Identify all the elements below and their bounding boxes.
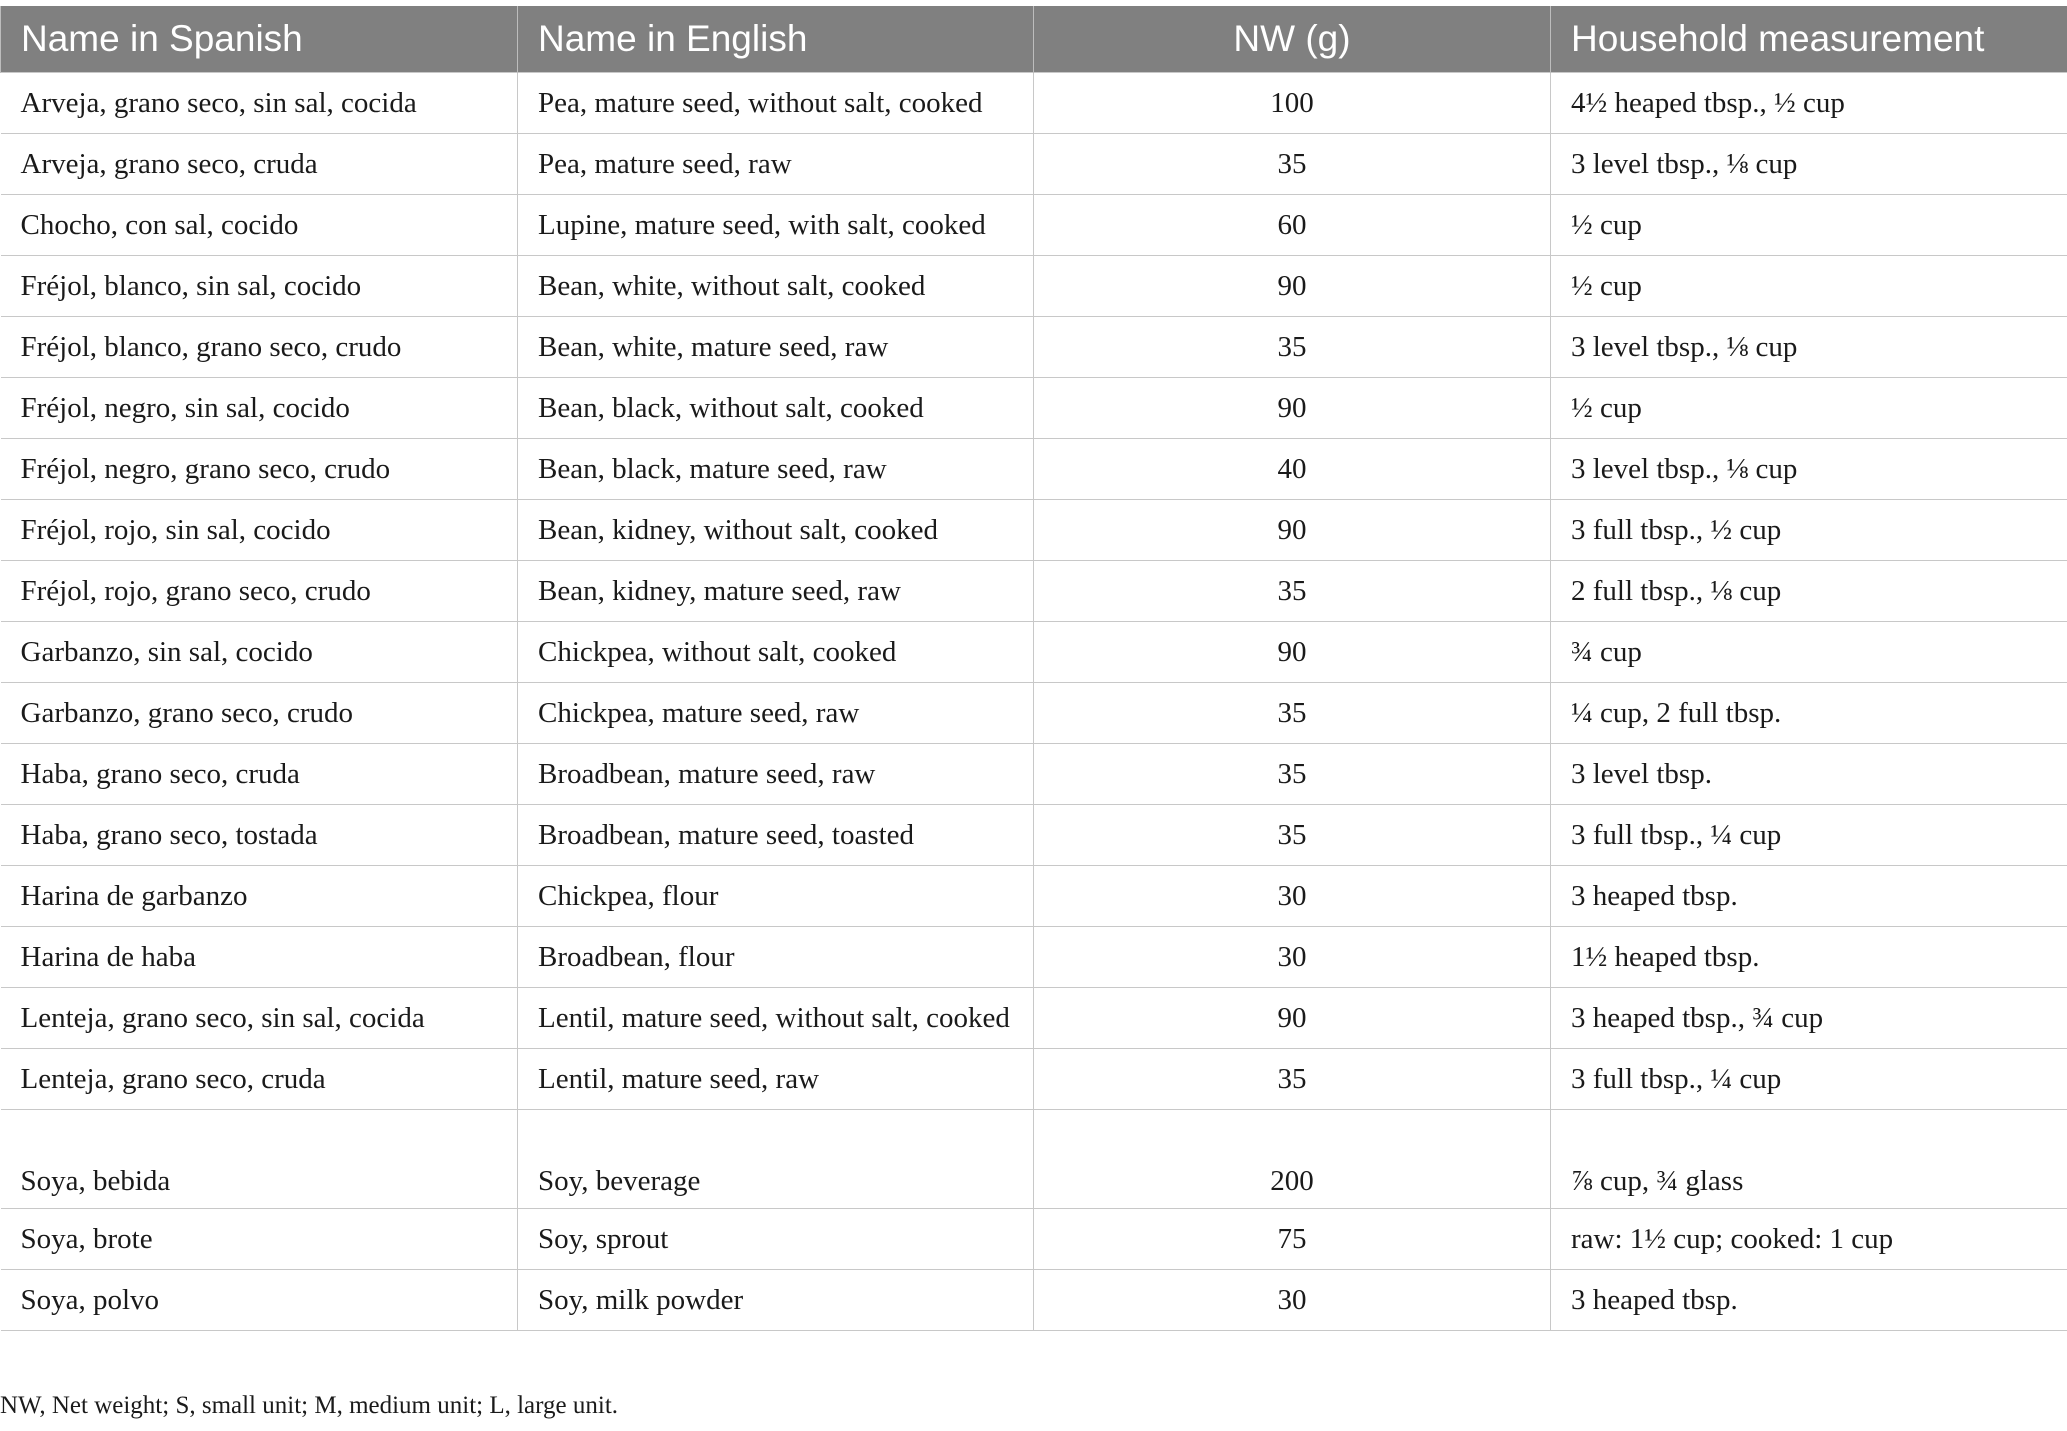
cell-net-weight: 35 [1034,744,1551,805]
cell-name-spanish: Fréjol, negro, sin sal, cocido [1,378,518,439]
cell-name-english: Chickpea, flour [518,866,1034,927]
cell-name-spanish: Fréjol, blanco, sin sal, cocido [1,256,518,317]
cell-net-weight: 30 [1034,927,1551,988]
table-row [1,927,2067,988]
cell-name-spanish: Fréjol, negro, grano seco, crudo [1,439,518,500]
cell-name-english: Bean, kidney, without salt, cooked [518,500,1034,561]
header-net-weight: NW (g) [1034,6,1551,73]
cell-net-weight: 200 [1034,1110,1551,1209]
cell-household-measurement: 3 heaped tbsp. [1551,1270,2067,1331]
cell-name-spanish: Fréjol, rojo, grano seco, crudo [1,561,518,622]
cell-name-english: Chickpea, without salt, cooked [518,622,1034,683]
cell-household-measurement: ½ cup [1551,256,2067,317]
cell-name-spanish: Haba, grano seco, tostada [1,805,518,866]
cell-household-measurement: ½ cup [1551,195,2067,256]
table-row [1,73,2067,134]
cell-name-english: Broadbean, mature seed, toasted [518,805,1034,866]
cell-net-weight: 90 [1034,622,1551,683]
cell-name-spanish: Arveja, grano seco, sin sal, cocida [1,73,518,134]
cell-household-measurement: 3 level tbsp., ⅛ cup [1551,317,2067,378]
table-row [1,988,2067,1049]
table-row [1,317,2067,378]
table-row [1,256,2067,317]
cell-name-english: Chickpea, mature seed, raw [518,683,1034,744]
header-name-spanish: Name in Spanish [1,6,518,73]
cell-name-english: Broadbean, flour [518,927,1034,988]
cell-net-weight: 35 [1034,317,1551,378]
cell-household-measurement: 3 level tbsp., ⅛ cup [1551,439,2067,500]
cell-net-weight: 30 [1034,1270,1551,1331]
cell-name-english: Bean, black, mature seed, raw [518,439,1034,500]
cell-net-weight: 90 [1034,256,1551,317]
table-row [1,1110,2067,1209]
cell-net-weight: 100 [1034,73,1551,134]
cell-household-measurement: 3 level tbsp. [1551,744,2067,805]
cell-net-weight: 35 [1034,561,1551,622]
table-row [1,561,2067,622]
cell-household-measurement: 3 heaped tbsp., ¾ cup [1551,988,2067,1049]
cell-name-english: Lentil, mature seed, without salt, cooked [518,988,1034,1049]
cell-name-english: Soy, beverage [518,1110,1034,1209]
cell-household-measurement: 3 full tbsp., ¼ cup [1551,805,2067,866]
data-table-container [0,6,2067,1331]
header-household-measurement: Household measurement [1551,6,2067,73]
table-row [1,1270,2067,1331]
table-row [1,805,2067,866]
cell-name-spanish: Garbanzo, grano seco, crudo [1,683,518,744]
cell-net-weight: 90 [1034,500,1551,561]
cell-name-spanish: Harina de haba [1,927,518,988]
table-row [1,1209,2067,1270]
cell-name-english: Pea, mature seed, raw [518,134,1034,195]
cell-name-spanish: Fréjol, blanco, grano seco, crudo [1,317,518,378]
cell-name-spanish: Fréjol, rojo, sin sal, cocido [1,500,518,561]
cell-household-measurement: 3 heaped tbsp. [1551,866,2067,927]
cell-net-weight: 60 [1034,195,1551,256]
cell-household-measurement: 3 full tbsp., ¼ cup [1551,1049,2067,1110]
cell-name-english: Lupine, mature seed, with salt, cooked [518,195,1034,256]
table-row [1,683,2067,744]
table-row [1,622,2067,683]
cell-name-spanish: Soya, brote [1,1209,518,1270]
cell-net-weight: 35 [1034,683,1551,744]
cell-name-english: Lentil, mature seed, raw [518,1049,1034,1110]
cell-name-english: Soy, sprout [518,1209,1034,1270]
cell-name-spanish: Soya, polvo [1,1270,518,1331]
cell-household-measurement: 3 full tbsp., ½ cup [1551,500,2067,561]
cell-net-weight: 30 [1034,866,1551,927]
cell-net-weight: 35 [1034,1049,1551,1110]
cell-household-measurement: ¾ cup [1551,622,2067,683]
cell-name-spanish: Harina de garbanzo [1,866,518,927]
cell-household-measurement: 4½ heaped tbsp., ½ cup [1551,73,2067,134]
cell-name-english: Soy, milk powder [518,1270,1034,1331]
table-row [1,378,2067,439]
table-body [1,73,2067,1331]
cell-household-measurement: 3 level tbsp., ⅛ cup [1551,134,2067,195]
cell-household-measurement: ¼ cup, 2 full tbsp. [1551,683,2067,744]
table-row [1,195,2067,256]
header-name-english: Name in English [518,6,1034,73]
table-row [1,866,2067,927]
cell-net-weight: 35 [1034,805,1551,866]
table-footnote: NW, Net weight; S, small unit; M, medium unit; L, large unit. [0,1392,619,1419]
table-header [1,6,2067,73]
cell-household-measurement: ⅞ cup, ¾ glass [1551,1110,2067,1209]
table-row [1,134,2067,195]
cell-name-english: Bean, white, mature seed, raw [518,317,1034,378]
cell-name-english: Bean, black, without salt, cooked [518,378,1034,439]
cell-name-spanish: Garbanzo, sin sal, cocido [1,622,518,683]
food-measurement-table [0,6,2067,1331]
cell-net-weight: 35 [1034,134,1551,195]
table-row [1,439,2067,500]
cell-name-english: Bean, white, without salt, cooked [518,256,1034,317]
cell-name-spanish: Chocho, con sal, cocido [1,195,518,256]
cell-name-english: Broadbean, mature seed, raw [518,744,1034,805]
table-row [1,744,2067,805]
table-row [1,500,2067,561]
cell-name-spanish: Arveja, grano seco, cruda [1,134,518,195]
cell-net-weight: 90 [1034,988,1551,1049]
cell-household-measurement: 2 full tbsp., ⅛ cup [1551,561,2067,622]
header-row [1,6,2067,73]
cell-name-spanish: Soya, bebida [1,1110,518,1209]
cell-household-measurement: ½ cup [1551,378,2067,439]
cell-name-spanish: Lenteja, grano seco, cruda [1,1049,518,1110]
cell-name-spanish: Lenteja, grano seco, sin sal, cocida [1,988,518,1049]
cell-name-english: Pea, mature seed, without salt, cooked [518,73,1034,134]
cell-net-weight: 40 [1034,439,1551,500]
cell-household-measurement: raw: 1½ cup; cooked: 1 cup [1551,1209,2067,1270]
cell-net-weight: 90 [1034,378,1551,439]
cell-net-weight: 75 [1034,1209,1551,1270]
cell-name-spanish: Haba, grano seco, cruda [1,744,518,805]
cell-name-english: Bean, kidney, mature seed, raw [518,561,1034,622]
table-row [1,1049,2067,1110]
cell-household-measurement: 1½ heaped tbsp. [1551,927,2067,988]
